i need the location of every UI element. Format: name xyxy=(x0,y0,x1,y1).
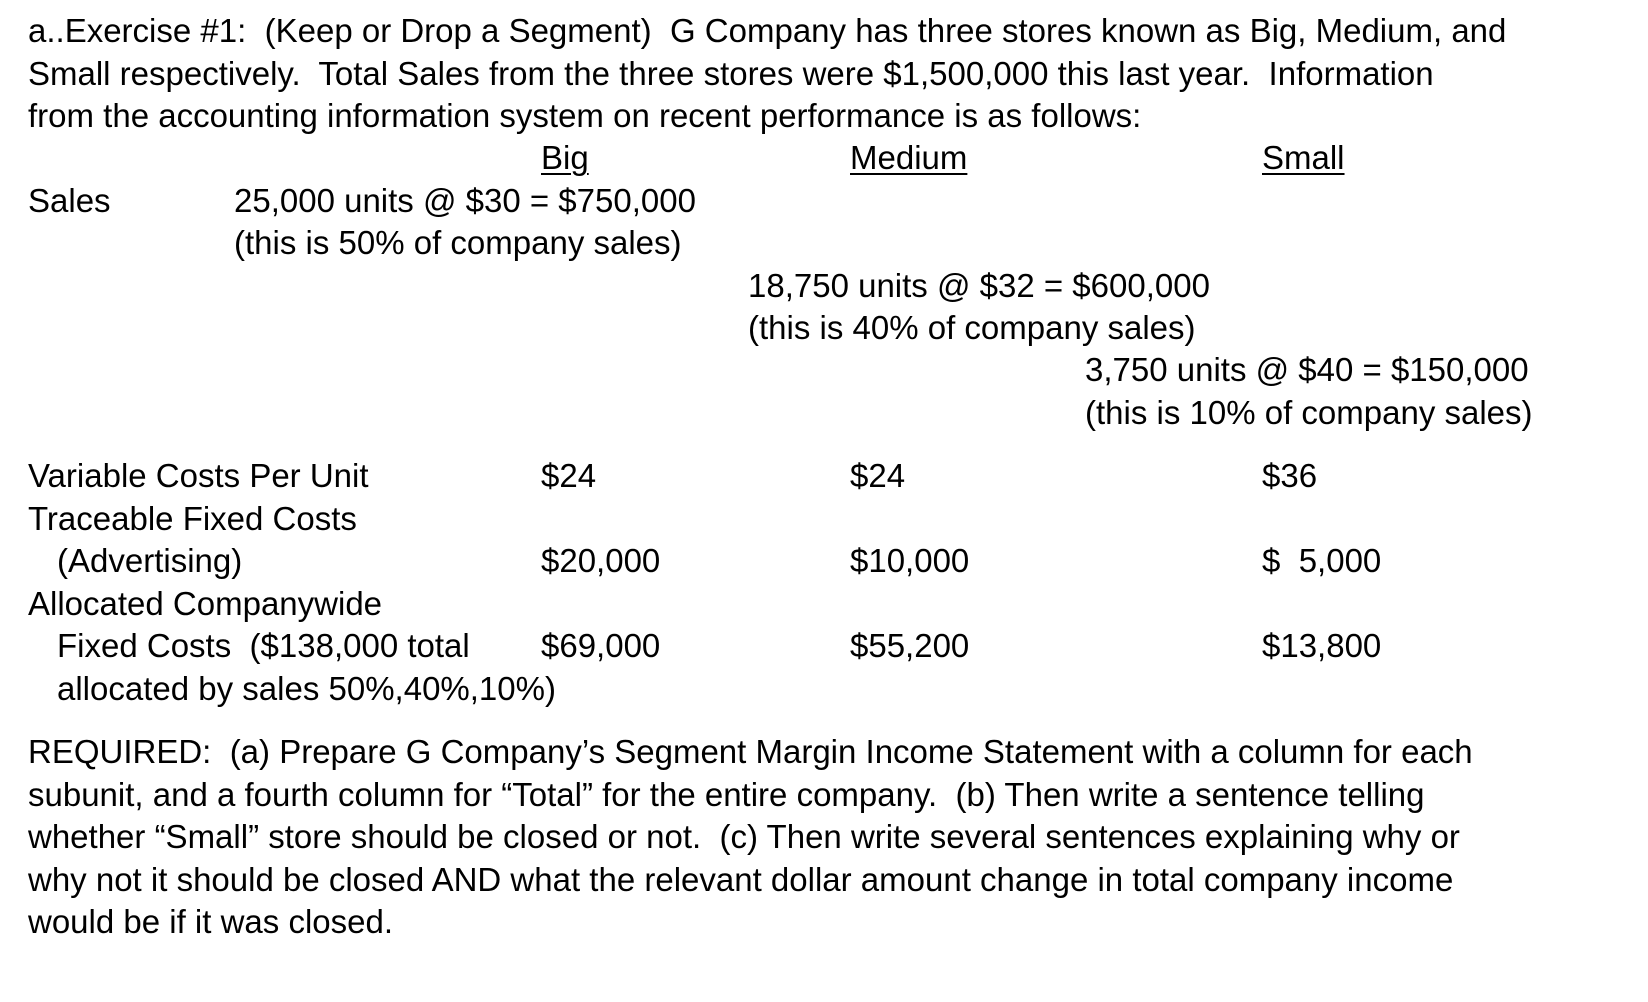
traceable-fixed-small: $ 5,000 xyxy=(1262,542,1382,579)
allocated-fixed-label-line-3: allocated by sales 50%,40%,10%) xyxy=(57,670,556,707)
required-line-4: why not it should be closed AND what the relevant dollar amount change in total company income xyxy=(28,861,1454,898)
traceable-fixed-big: $20,000 xyxy=(541,542,661,579)
variable-costs-label: Variable Costs Per Unit xyxy=(28,457,369,494)
required-line-1: REQUIRED: (a) Prepare G Company’s Segment Margin Income Statement with a column for each xyxy=(28,733,1473,770)
intro-line-2: Small respectively. Total Sales from the three stores were $1,500,000 this last year. Information xyxy=(28,55,1434,92)
column-header-big: Big xyxy=(541,139,589,176)
traceable-fixed-label-line-1: Traceable Fixed Costs xyxy=(28,500,357,537)
allocated-fixed-big: $69,000 xyxy=(541,627,661,664)
variable-costs-small: $36 xyxy=(1262,457,1318,494)
allocated-fixed-medium: $55,200 xyxy=(850,627,970,664)
sales-label: Sales xyxy=(28,182,111,219)
sales-big-line-2: (this is 50% of company sales) xyxy=(234,224,682,261)
column-header-medium: Medium xyxy=(850,139,968,176)
traceable-fixed-label-line-2: (Advertising) xyxy=(57,542,243,579)
sales-medium-line-1: 18,750 units @ $32 = $600,000 xyxy=(748,267,1210,304)
intro-line-1: a..Exercise #1: (Keep or Drop a Segment) G Company has three stores known as Big, Medium, and xyxy=(28,12,1507,49)
required-line-3: whether “Small” store should be closed or not. (c) Then write several sentences explaining why or xyxy=(28,818,1460,855)
traceable-fixed-medium: $10,000 xyxy=(850,542,970,579)
sales-big-line-1: 25,000 units @ $30 = $750,000 xyxy=(234,182,696,219)
intro-line-3: from the accounting information system on recent performance is as follows: xyxy=(28,97,1142,134)
allocated-fixed-small: $13,800 xyxy=(1262,627,1382,664)
column-header-small: Small xyxy=(1262,139,1345,176)
allocated-fixed-label-line-1: Allocated Companywide xyxy=(28,585,383,622)
required-line-2: subunit, and a fourth column for “Total” for the entire company. (b) Then write a sentence telling xyxy=(28,776,1425,813)
sales-small-line-2: (this is 10% of company sales) xyxy=(1085,394,1533,431)
sales-medium-line-2: (this is 40% of company sales) xyxy=(748,309,1196,346)
allocated-fixed-label-line-2: Fixed Costs ($138,000 total xyxy=(57,627,470,664)
variable-costs-big: $24 xyxy=(541,457,597,494)
sales-small-line-1: 3,750 units @ $40 = $150,000 xyxy=(1085,351,1529,388)
variable-costs-medium: $24 xyxy=(850,457,906,494)
required-line-5: would be if it was closed. xyxy=(28,903,394,940)
